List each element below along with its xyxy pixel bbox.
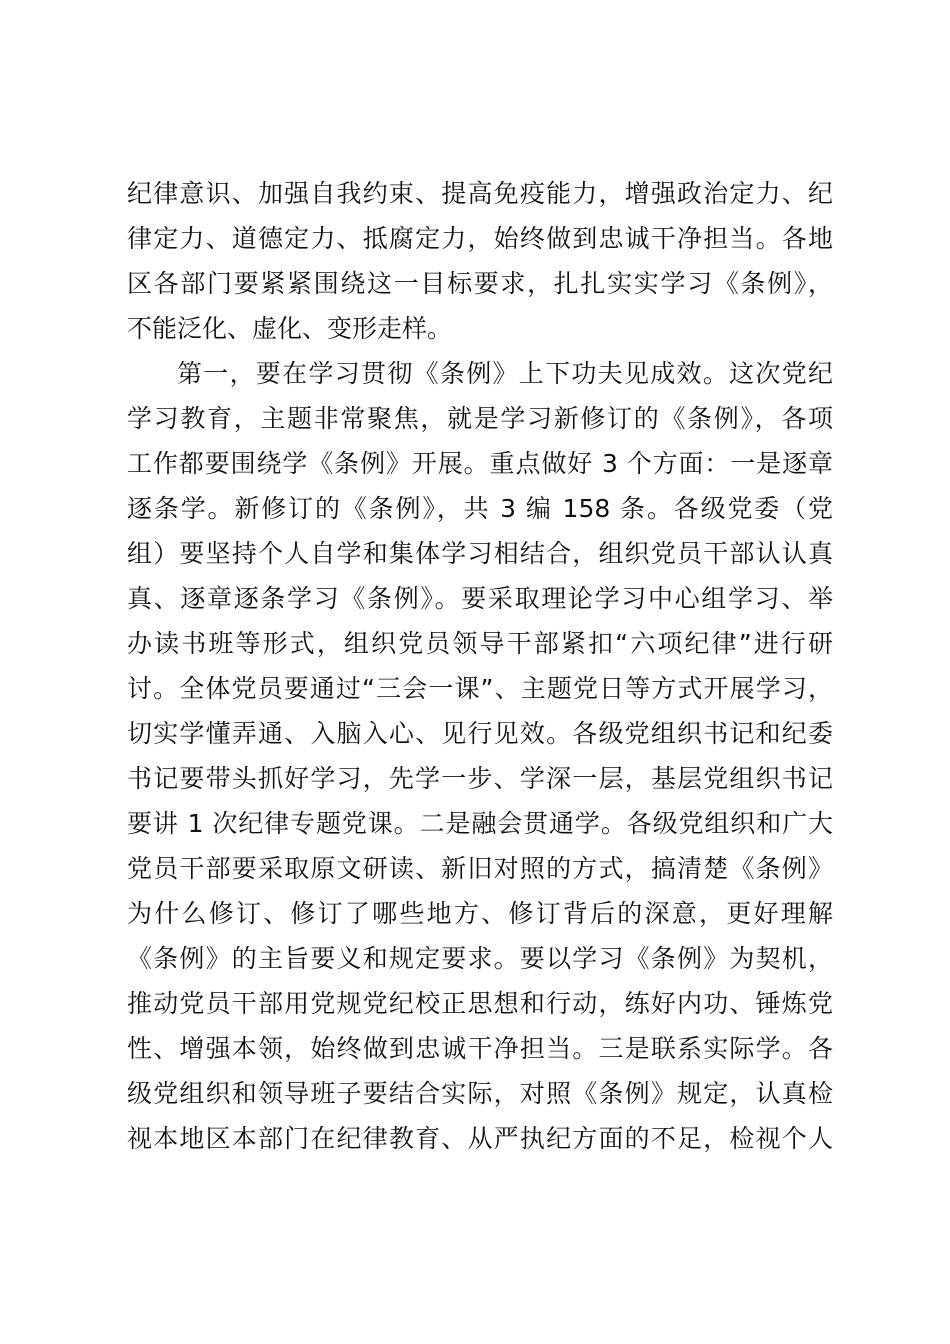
text-line: 第一，要在学习贯彻《条例》上下功夫见成效。这次党纪 — [177, 359, 833, 388]
body-text — [127, 171, 833, 1161]
text-line: 讨。全体党员要通过“三会一课”、主题党日等方式开展学习， — [127, 674, 833, 703]
text-line: 《条例》的主旨要义和规定要求。要以学习《条例》为契机， — [127, 944, 833, 973]
text-line: 推动党员干部用党规党纪校正思想和行动，练好内功、锤炼党 — [127, 989, 833, 1018]
text-line: 逐条学。新修订的《条例》，共 3 编 158 条。各级党委（党 — [127, 494, 833, 523]
text-line: 工作都要围绕学《条例》开展。重点做好 3 个方面：一是逐章 — [127, 449, 833, 478]
text-line: 书记要带头抓好学习，先学一步、学深一层，基层党组织书记 — [127, 764, 833, 793]
text-line: 区各部门要紧紧围绕这一目标要求，扎扎实实学习《条例》， — [127, 269, 833, 298]
text-line: 学习教育，主题非常聚焦，就是学习新修订的《条例》，各项 — [127, 404, 833, 433]
text-line: 党员干部要采取原文研读、新旧对照的方式，搞清楚《条例》 — [127, 854, 833, 883]
text-line: 不能泛化、虚化、变形走样。 — [127, 314, 453, 343]
text-line: 视本地区本部门在纪律教育、从严执纪方面的不足，检视个人 — [127, 1124, 833, 1153]
text-line: 组）要坚持个人自学和集体学习相结合，组织党员干部认认真 — [127, 539, 833, 568]
text-line: 为什么修订、修订了哪些地方、修订背后的深意，更好理解 — [127, 899, 833, 928]
text-line: 级党组织和领导班子要结合实际，对照《条例》规定，认真检 — [127, 1079, 833, 1108]
text-line: 办读书班等形式，组织党员领导干部紧扣“六项纪律”进行研 — [127, 629, 833, 658]
text-line: 真、逐章逐条学习《条例》。要采取理论学习中心组学习、举 — [127, 584, 833, 613]
text-line: 纪律意识、加强自我约束、提高免疫能力，增强政治定力、纪 — [127, 179, 833, 208]
text-line: 律定力、道德定力、抵腐定力，始终做到忠诚干净担当。各地 — [127, 224, 833, 253]
text-line: 要讲 1 次纪律专题党课。二是融会贯通学。各级党组织和广大 — [127, 809, 833, 838]
text-line: 切实学懂弄通、入脑入心、见行见效。各级党组织书记和纪委 — [127, 719, 833, 748]
text-line: 性、增强本领，始终做到忠诚干净担当。三是联系实际学。各 — [127, 1034, 833, 1063]
